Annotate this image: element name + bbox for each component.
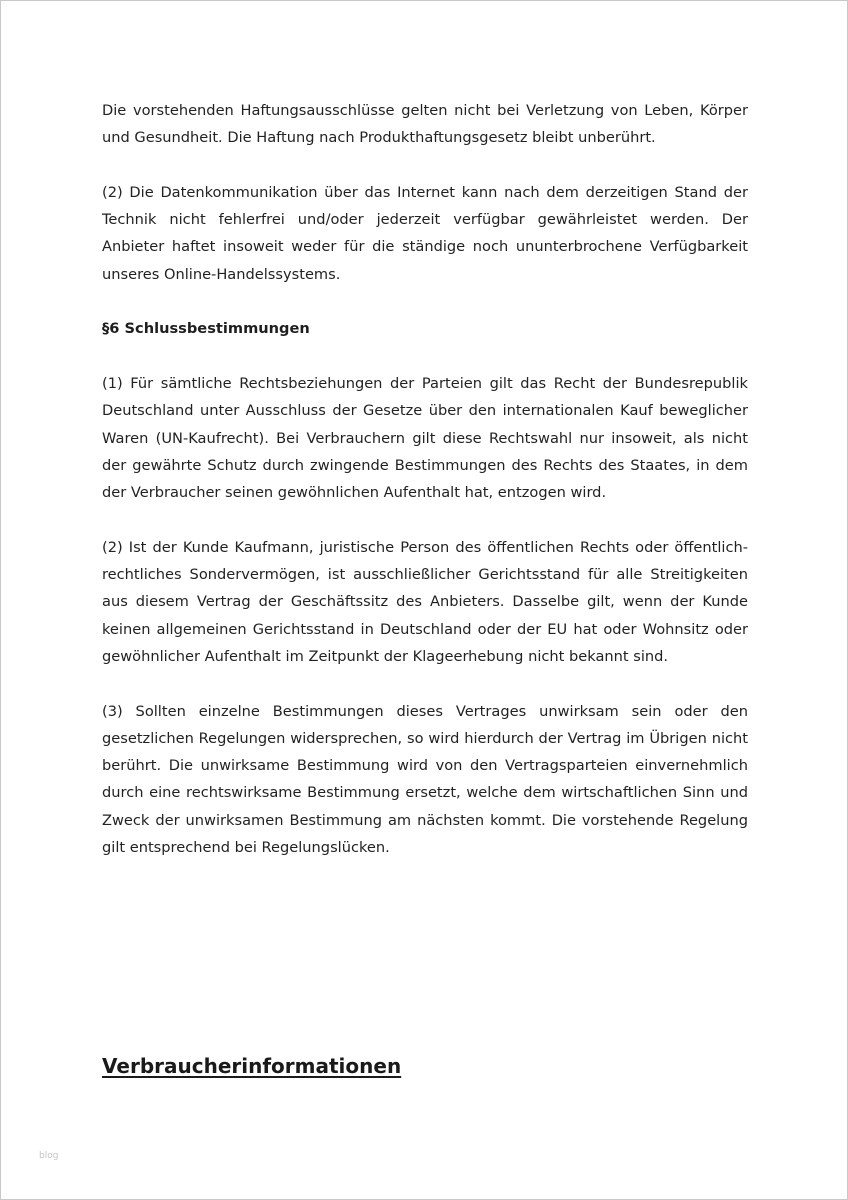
paragraph-spacer bbox=[102, 343, 748, 370]
section-6-heading: §6 Schlussbestimmungen bbox=[102, 320, 310, 338]
paragraph-spacer bbox=[102, 670, 748, 697]
paragraph-spacer bbox=[102, 506, 748, 533]
jurisdiction-paragraph: (2) Ist der Kunde Kaufmann, juristische Person des öffentlichen Rechts oder öffentlich-rechtliches Sondervermögen, ist ausschließlicher Gerichtsstand für alle Streitigkeiten aus diesem Vertrag der Geschäftssitz des Anbieters. Dasselbe gilt, wenn der Kunde keinen allgemeinen Gerichtsstand in Deutschland oder der EU hat oder Wohnsitz oder gewöhnlicher Aufenthalt im Zeitpunkt der Klageerhebung nicht bekannt sind. bbox=[102, 538, 748, 665]
data-communication-paragraph: (2) Die Datenkommunikation über das Internet kann nach dem derzeitigen Stand der Technik nicht fehlerfrei und/oder jederzeit verfügbar gewährleistet werden. Der Anbieter haftet insoweit weder für die ständige noch ununterbrochene Verfügbarkeit unseres Online-Handelssystems. bbox=[102, 183, 748, 283]
applicable-law-paragraph: (1) Für sämtliche Rechtsbeziehungen der Parteien gilt das Recht der Bundesrepublik Deutschland unter Ausschluss der Gesetze über den internationalen Kauf beweglicher Waren (UN-Kaufrecht). Bei Verbrauchern gilt diese Rechtswahl nur insoweit, als nicht der gewährte Schutz durch zwingende Bestimmungen des Rechts des Staates, in dem der Verbraucher seinen gewöhnlichen Aufenthalt hat, entzogen wird. bbox=[102, 374, 748, 502]
watermark: blog bbox=[39, 1151, 59, 1161]
document-body bbox=[102, 97, 748, 861]
liability-exclusion-paragraph: Die vorstehenden Haftungsausschlüsse gelten nicht bei Verletzung von Leben, Körper und Gesundheit. Die Haftung nach Produkthaftungsgesetz bleibt unberührt. bbox=[102, 102, 748, 147]
paragraph-spacer bbox=[102, 152, 748, 179]
severability-paragraph: (3) Sollten einzelne Bestimmungen dieses Vertrages unwirksam sein oder den gesetzlichen Regelungen widersprechen, so wird hierdurch der Vertrag im Übrigen nicht berührt. Die unwirksame Bestimmung wird von den Vertragsparteien einvernehmlich durch eine rechtswirksame Bestimmung ersetzt, welche dem wirtschaftlichen Sinn und Zweck der unwirksamen Bestimmung am nächsten kommt. Die vorstehende Regelung gilt entsprechend bei Regelungslücken. bbox=[102, 702, 748, 857]
consumer-info-heading: Verbraucherinformationen bbox=[102, 1054, 402, 1078]
paragraph-spacer bbox=[102, 288, 748, 315]
